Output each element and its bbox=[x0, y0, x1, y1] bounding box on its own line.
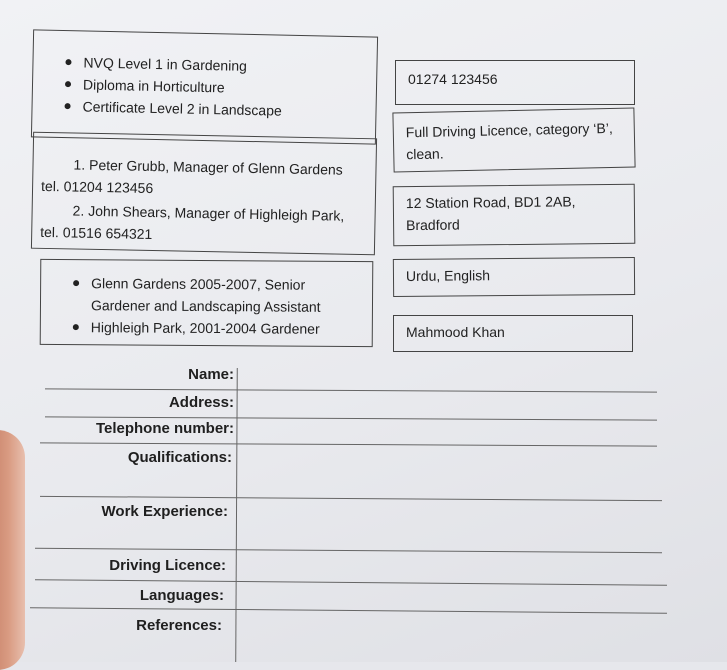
address-line1: 12 Station Road, BD1 2AB, bbox=[405, 193, 576, 212]
languages-card[interactable] bbox=[393, 257, 635, 297]
references-card[interactable] bbox=[31, 132, 377, 256]
driving-licence-line2: clean. bbox=[406, 145, 444, 163]
phone-card[interactable] bbox=[395, 60, 635, 105]
name-text: Mahmood Khan bbox=[406, 324, 505, 340]
label-work-experience: Work Experience: bbox=[101, 503, 228, 520]
label-address: Address: bbox=[168, 394, 234, 411]
name-card[interactable] bbox=[393, 315, 633, 352]
thumb-finger bbox=[0, 430, 25, 670]
label-languages: Languages: bbox=[139, 587, 224, 604]
label-name: Name: bbox=[188, 366, 234, 383]
reference-1-tel: tel. 01204 123456 bbox=[40, 177, 154, 197]
experience-item bbox=[41, 272, 372, 296]
experience-card[interactable] bbox=[40, 259, 374, 347]
reference-2-name: 2. John Shears, Manager of Highleigh Park, bbox=[72, 202, 345, 224]
label-driving-licence: Driving Licence: bbox=[109, 557, 226, 574]
qualification-item: Certificate Level 2 in Landscape bbox=[32, 94, 375, 123]
experience-item-1-line2: Gardener and Landscaping Assistant bbox=[90, 297, 321, 315]
reference-2-tel: tel. 01516 654321 bbox=[40, 223, 153, 243]
qualifications-list bbox=[32, 50, 376, 123]
address-card[interactable] bbox=[393, 184, 636, 247]
label-telephone: Telephone number: bbox=[95, 420, 234, 437]
experience-item-1-line1: Glenn Gardens 2005-2007, Senior bbox=[91, 275, 306, 293]
qualification-item: NVQ Level 1 in Gardening bbox=[33, 50, 376, 79]
experience-list-2 bbox=[41, 316, 372, 340]
driving-licence-line1: Full Driving Licence, category ‘B’, bbox=[405, 119, 613, 141]
qualification-item: Diploma in Horticulture bbox=[33, 72, 376, 101]
label-references: References: bbox=[136, 617, 222, 634]
languages-text: Urdu, English bbox=[405, 267, 491, 284]
reference-1-name: 1. Peter Grubb, Manager of Glenn Gardens bbox=[73, 156, 343, 178]
address-line2: Bradford bbox=[406, 216, 460, 234]
phone-text: 01274 123456 bbox=[408, 71, 498, 87]
label-qualifications: Qualifications: bbox=[127, 449, 232, 466]
driving-licence-card[interactable] bbox=[392, 107, 635, 172]
experience-list bbox=[41, 272, 372, 296]
experience-item: Highleigh Park, 2001-2004 Gardener bbox=[41, 316, 372, 340]
qualifications-card[interactable] bbox=[31, 29, 378, 144]
